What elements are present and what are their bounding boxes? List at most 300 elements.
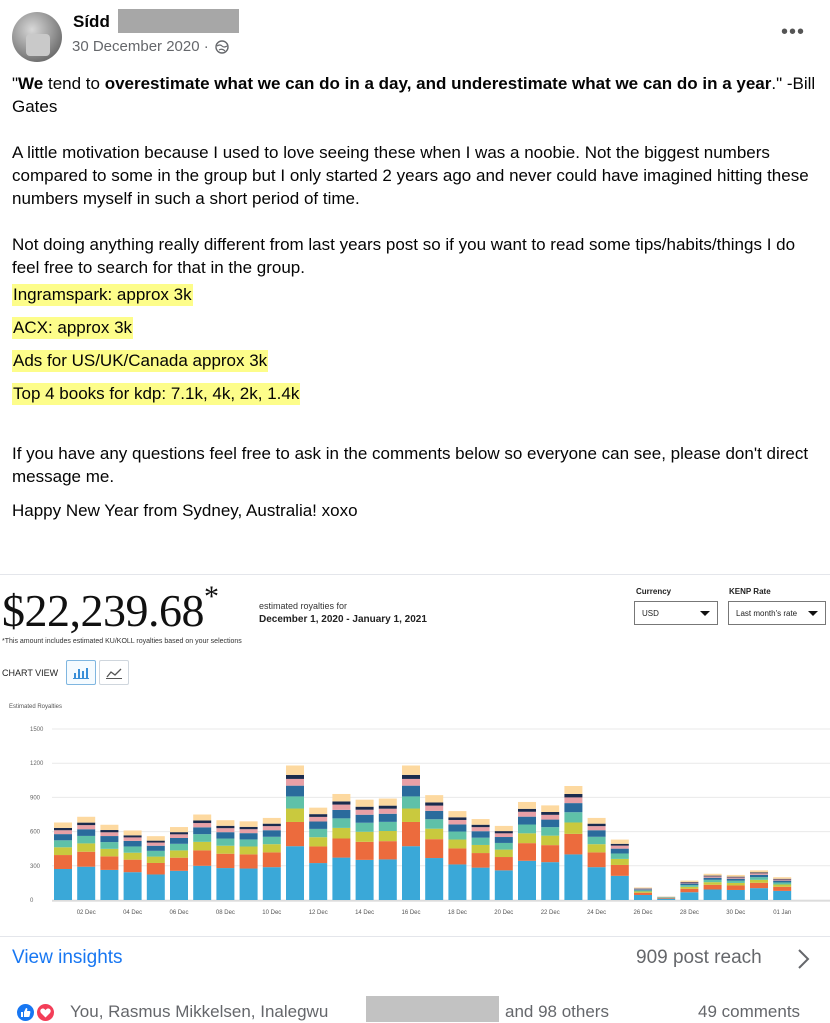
bar-segment	[54, 830, 72, 834]
bar-segment	[332, 805, 350, 810]
highlight-line-4	[12, 382, 822, 415]
bar-segment	[425, 858, 443, 900]
x-tick-label: 02 Dec	[77, 910, 96, 916]
bar-segment	[495, 833, 513, 837]
bar-segment	[564, 822, 582, 833]
bar-segment	[448, 864, 466, 900]
y-tick-label: 0	[30, 898, 34, 904]
bar-segment	[402, 822, 420, 846]
x-tick-label: 10 Dec	[262, 910, 281, 916]
highlight-kdp: Top 4 books for kdp: 7.1k, 4k, 2k, 1.4k	[12, 383, 300, 405]
bar-segment	[332, 858, 350, 900]
bar-segment	[750, 883, 768, 888]
bar-segment	[100, 836, 118, 842]
bar-segment	[170, 832, 188, 834]
bar-segment	[773, 884, 791, 886]
bar-segment	[170, 871, 188, 900]
bar-segment	[332, 794, 350, 801]
bar-segment	[286, 779, 304, 786]
chevron-right-icon[interactable]	[795, 947, 811, 971]
bar-segment	[240, 827, 258, 829]
bar-segment	[402, 846, 420, 900]
bar-segment	[77, 825, 95, 829]
bar-segment	[216, 826, 234, 828]
x-tick-label: 22 Dec	[541, 910, 560, 916]
bar-segment	[704, 876, 722, 877]
bar-segment	[309, 829, 327, 837]
bar-segment	[611, 846, 629, 849]
bar-segment	[564, 812, 582, 822]
bar-segment	[286, 765, 304, 774]
author-name[interactable]: Sídd	[73, 12, 110, 32]
bar-segment	[193, 842, 211, 851]
bar-segment	[541, 827, 559, 836]
bar-segment	[309, 822, 327, 829]
comments-count[interactable]: 49 comments	[698, 1002, 800, 1022]
reaction-names[interactable]: You, Rasmus Mikkelsen, Inalegwu	[70, 1002, 328, 1022]
bar-segment	[147, 863, 165, 874]
quote-bold: overestimate what we can do in a day, and underestimate what we can do in a year	[105, 74, 772, 93]
bar-segment	[309, 817, 327, 822]
bar-segment	[193, 827, 211, 834]
chart-view-label: CHART VIEW	[2, 668, 58, 678]
bar-segment	[727, 881, 745, 883]
bar-segment	[216, 820, 234, 826]
quote-author: ." -Bill Gates	[12, 74, 815, 116]
bar-segment	[704, 880, 722, 882]
bar-segment	[402, 775, 420, 779]
bar-segment	[54, 840, 72, 847]
bar-segment	[773, 879, 791, 880]
bar-segment	[286, 796, 304, 808]
bar-segment	[124, 830, 142, 835]
x-tick-label: 12 Dec	[309, 910, 328, 916]
bar-segment	[773, 887, 791, 891]
bar-segment	[425, 806, 443, 811]
bar-segment	[518, 833, 536, 843]
bar-segment	[495, 837, 513, 843]
bar-segment	[773, 877, 791, 879]
bar-segment	[727, 879, 745, 881]
bar-segment	[147, 851, 165, 857]
bar-segment	[379, 806, 397, 809]
bar-segment	[588, 844, 606, 852]
bar-segment	[448, 811, 466, 817]
bar-segment	[611, 849, 629, 854]
y-axis-title: Estimated Royalties	[9, 704, 62, 710]
bar-segment	[54, 828, 72, 830]
y-tick-label: 1500	[30, 727, 44, 733]
bar-segment	[541, 812, 559, 815]
bar-segment	[170, 844, 188, 851]
bar-segment	[379, 814, 397, 822]
bar-segment	[518, 802, 536, 809]
bar-segment	[309, 814, 327, 817]
bar-segment	[193, 820, 211, 823]
bar-segment	[147, 843, 165, 846]
bar-segment	[170, 827, 188, 832]
bar-segment	[216, 839, 234, 846]
kenp-label: KENP Rate	[729, 587, 771, 596]
bar-segment	[124, 860, 142, 873]
bar-segment	[425, 839, 443, 858]
bar-segment	[356, 842, 374, 860]
currency-label: Currency	[636, 587, 671, 596]
bar-segment	[750, 873, 768, 874]
bar-segment	[634, 895, 652, 900]
bar-segment	[680, 882, 698, 883]
bar-segment	[611, 853, 629, 858]
bar-segment	[379, 799, 397, 806]
bar-segment	[379, 859, 397, 900]
bar-segment	[193, 823, 211, 827]
bar-segment	[54, 834, 72, 840]
more-icon[interactable]: •••	[781, 24, 805, 40]
bar-segment	[472, 845, 490, 853]
royalties-bar-chart	[0, 716, 830, 912]
x-tick-label: 08 Dec	[216, 910, 235, 916]
bar-segment	[680, 892, 698, 900]
bar-segment	[472, 831, 490, 837]
bar-segment	[448, 824, 466, 831]
bar-segment	[448, 840, 466, 849]
bar-segment	[402, 796, 420, 808]
bar-segment	[634, 887, 652, 888]
bar-segment	[541, 805, 559, 812]
bar-segment	[564, 803, 582, 812]
royalties-dashboard-image[interactable]	[0, 576, 830, 936]
bar-segment	[750, 875, 768, 877]
kenp-value: Last month's rate	[736, 609, 797, 618]
bar-segment	[147, 836, 165, 840]
bar-segment	[425, 802, 443, 805]
post-meta	[72, 38, 229, 55]
bar-segment	[564, 854, 582, 900]
bar-segment	[193, 834, 211, 842]
bar-segment	[518, 861, 536, 900]
bar-segment	[77, 843, 95, 851]
bar-segment	[448, 848, 466, 864]
bar-segment	[216, 832, 234, 838]
bar-segment	[54, 822, 72, 827]
bar-segment	[495, 870, 513, 900]
bar-segment	[77, 829, 95, 836]
bar-segment	[773, 882, 791, 884]
bar-segment	[727, 875, 745, 877]
bar-segment	[541, 862, 559, 900]
bar-segment	[773, 879, 791, 880]
y-tick-label: 900	[30, 795, 41, 801]
bar-segment	[495, 843, 513, 850]
bar-segment	[611, 865, 629, 876]
bar-segment	[588, 826, 606, 830]
bar-segment	[332, 839, 350, 858]
currency-select[interactable]	[634, 601, 718, 625]
bar-segment	[356, 800, 374, 807]
bar-segment	[193, 850, 211, 865]
bar-segment	[216, 828, 234, 832]
bar-segment	[240, 829, 258, 833]
bar-segment	[564, 797, 582, 803]
bar-segment	[379, 809, 397, 814]
bar-segment	[77, 867, 95, 900]
highlight-ingramspark: Ingramspark: approx 3k	[12, 284, 193, 306]
bar-segment	[263, 830, 281, 837]
bar-segment	[541, 820, 559, 828]
bar-segment	[356, 832, 374, 842]
y-tick-label: 600	[30, 830, 41, 836]
love-reaction-icon[interactable]	[35, 1002, 56, 1023]
bar-segment	[379, 841, 397, 859]
royalties-value: $22,239.68	[2, 585, 204, 636]
paragraph-4: Happy New Year from Sydney, Australia! xoxo	[12, 499, 822, 522]
bar-segment	[773, 891, 791, 900]
bar-segment	[216, 854, 234, 868]
bar-segment	[588, 837, 606, 844]
bar-segment	[216, 868, 234, 900]
bar-segment	[611, 876, 629, 900]
bar-segment	[704, 874, 722, 876]
bar-segment	[100, 842, 118, 849]
x-tick-label: 28 Dec	[680, 910, 699, 916]
bar-segment	[286, 846, 304, 900]
bar-segment	[704, 882, 722, 885]
highlight-acx: ACX: approx 3k	[12, 317, 133, 339]
bar-segment	[680, 885, 698, 887]
bar-segment	[124, 835, 142, 837]
bar-segment	[750, 870, 768, 872]
bar-segment	[77, 823, 95, 825]
quote-open: "	[12, 74, 18, 93]
bar-chart-icon	[73, 667, 89, 679]
bar-segment	[263, 837, 281, 844]
bar-segment	[680, 883, 698, 884]
kenp-select[interactable]	[728, 601, 826, 625]
royalties-asterisk: *	[204, 580, 219, 613]
bar-segment	[356, 860, 374, 900]
reactions-bar	[0, 996, 830, 1022]
currency-value: USD	[642, 609, 659, 618]
bar-segment	[425, 795, 443, 802]
bar-segment	[124, 846, 142, 852]
bar-segment	[727, 877, 745, 878]
bar-segment	[634, 891, 652, 892]
bar-segment	[124, 853, 142, 860]
bar-segment	[240, 833, 258, 839]
bar-segment	[193, 815, 211, 821]
estimated-label: estimated royalties for	[259, 601, 347, 611]
bar-segment	[332, 818, 350, 828]
bar-segment	[448, 832, 466, 840]
bar-segment	[495, 831, 513, 833]
x-tick-label: 20 Dec	[494, 910, 513, 916]
bar-segment	[564, 786, 582, 794]
x-tick-label: 14 Dec	[355, 910, 374, 916]
bar-segment	[588, 867, 606, 900]
bar-segment	[588, 852, 606, 867]
insights-bar	[0, 936, 830, 984]
highlight-line-1	[12, 283, 822, 316]
bar-segment	[263, 824, 281, 826]
avatar[interactable]	[12, 12, 62, 62]
bar-segment	[773, 881, 791, 883]
bar-segment	[704, 885, 722, 890]
bar-segment	[495, 850, 513, 857]
bar-segment	[588, 830, 606, 837]
bar-segment	[448, 817, 466, 820]
bar-segment	[518, 843, 536, 861]
bar-segment	[240, 869, 258, 900]
x-tick-label: 01 Jan	[773, 910, 791, 916]
bar-segment	[588, 824, 606, 826]
bar-segment	[472, 825, 490, 827]
bar-segment	[216, 846, 234, 854]
bar-segment	[704, 890, 722, 900]
bar-segment	[750, 877, 768, 880]
paragraph-2: Not doing anything really different from last years post so if you want to read some tips/habits/things I do feel free to search for that in the group.	[12, 233, 822, 279]
x-tick-label: 06 Dec	[169, 910, 188, 916]
royalties-note: *This amount includes estimated KU/KOLL royalties based on your selections	[2, 638, 242, 645]
bar-segment	[147, 841, 165, 843]
bar-segment	[263, 867, 281, 900]
post-reach: 909 post reach	[636, 947, 762, 969]
bar-segment	[356, 823, 374, 832]
paragraph-3: If you have any questions feel free to ask in the comments below so everyone can see, please don't direct message me.	[12, 442, 822, 488]
bar-segment	[332, 810, 350, 818]
bar-segment	[240, 839, 258, 846]
bar-segment	[263, 818, 281, 824]
bar-segment	[727, 877, 745, 878]
bar-segment	[100, 832, 118, 836]
bar-segment	[541, 815, 559, 820]
bar-segment	[472, 819, 490, 825]
bar-segment	[170, 834, 188, 838]
bar-segment	[100, 825, 118, 830]
bar-segment	[727, 890, 745, 900]
bar-segment	[518, 809, 536, 812]
bar-segment	[54, 855, 72, 869]
bar-segment	[634, 890, 652, 891]
post-date[interactable]: 30 December 2020 ·	[72, 38, 209, 55]
bar-segment	[170, 850, 188, 857]
globe-icon	[215, 40, 229, 54]
bar-segment	[402, 786, 420, 797]
x-tick-label: 18 Dec	[448, 910, 467, 916]
bar-chart-view-button[interactable]	[66, 660, 96, 685]
bar-segment	[680, 889, 698, 892]
x-tick-label: 30 Dec	[726, 910, 745, 916]
bar-segment	[124, 837, 142, 840]
bar-segment	[240, 854, 258, 868]
bar-segment	[54, 847, 72, 855]
bar-segment	[727, 883, 745, 886]
bar-segment	[657, 899, 675, 900]
redacted-name	[118, 9, 239, 33]
line-chart-icon	[106, 667, 122, 679]
bar-segment	[750, 888, 768, 900]
bar-segment	[147, 857, 165, 863]
highlight-line-2	[12, 316, 822, 349]
bar-segment	[170, 838, 188, 844]
bar-segment	[634, 893, 652, 895]
bar-segment	[634, 889, 652, 890]
bar-segment	[680, 884, 698, 886]
redacted-reactor	[366, 996, 499, 1022]
bar-segment	[356, 807, 374, 810]
bar-segment	[356, 810, 374, 815]
caret-down-icon	[808, 611, 818, 616]
reaction-names-end[interactable]: and 98 others	[505, 1002, 609, 1022]
bar-segment	[495, 857, 513, 870]
bar-segment	[309, 863, 327, 900]
bar-segment	[332, 828, 350, 839]
caret-down-icon	[700, 611, 710, 616]
bar-segment	[425, 819, 443, 828]
bar-segment	[263, 826, 281, 830]
line-chart-view-button[interactable]	[99, 660, 129, 685]
x-tick-label: 16 Dec	[401, 910, 420, 916]
bar-segment	[124, 872, 142, 900]
bar-segment	[77, 852, 95, 867]
bar-segment	[263, 844, 281, 852]
bar-segment	[518, 817, 536, 825]
view-insights-link[interactable]: View insights	[12, 947, 123, 969]
bar-segment	[727, 885, 745, 890]
bar-segment	[425, 829, 443, 839]
x-tick-label: 24 Dec	[587, 910, 606, 916]
bar-segment	[541, 845, 559, 862]
bar-segment	[170, 858, 188, 871]
bar-segment	[611, 840, 629, 844]
bar-segment	[611, 859, 629, 865]
bar-segment	[448, 820, 466, 824]
bar-segment	[54, 869, 72, 900]
post-text	[12, 70, 822, 522]
bar-segment	[263, 852, 281, 867]
paragraph-1: A little motivation because I used to love seeing these when I was a noobie. Not the biggest numbers compared to some in the group but I only started 2 years ago and never could have imagined hitting these numbers myself in such a short period of time.	[12, 141, 822, 210]
y-tick-label: 300	[30, 864, 41, 870]
bar-segment	[564, 834, 582, 855]
x-tick-label: 04 Dec	[123, 910, 142, 916]
bar-segment	[634, 889, 652, 890]
y-tick-label: 1200	[30, 761, 44, 767]
bar-segment	[588, 818, 606, 824]
bar-segment	[541, 836, 559, 845]
bar-segment	[518, 812, 536, 817]
bar-segment	[472, 853, 490, 868]
bar-segment	[472, 838, 490, 845]
post-header	[0, 0, 830, 70]
bar-segment	[147, 846, 165, 851]
bar-segment	[680, 887, 698, 889]
bar-segment	[309, 808, 327, 814]
bar-segment	[564, 794, 582, 797]
bar-segment	[240, 821, 258, 827]
bar-segment	[425, 811, 443, 819]
bar-segment	[332, 801, 350, 804]
quote-paragraph	[12, 72, 822, 118]
bar-segment	[356, 815, 374, 823]
bar-segment	[611, 844, 629, 846]
bar-segment	[379, 822, 397, 831]
bar-segment	[124, 841, 142, 847]
bar-segment	[495, 826, 513, 831]
bar-segment	[472, 827, 490, 831]
bar-segment	[309, 837, 327, 846]
bar-segment	[402, 765, 420, 774]
bar-segment	[472, 868, 490, 900]
like-reaction-icon[interactable]	[15, 1002, 36, 1023]
